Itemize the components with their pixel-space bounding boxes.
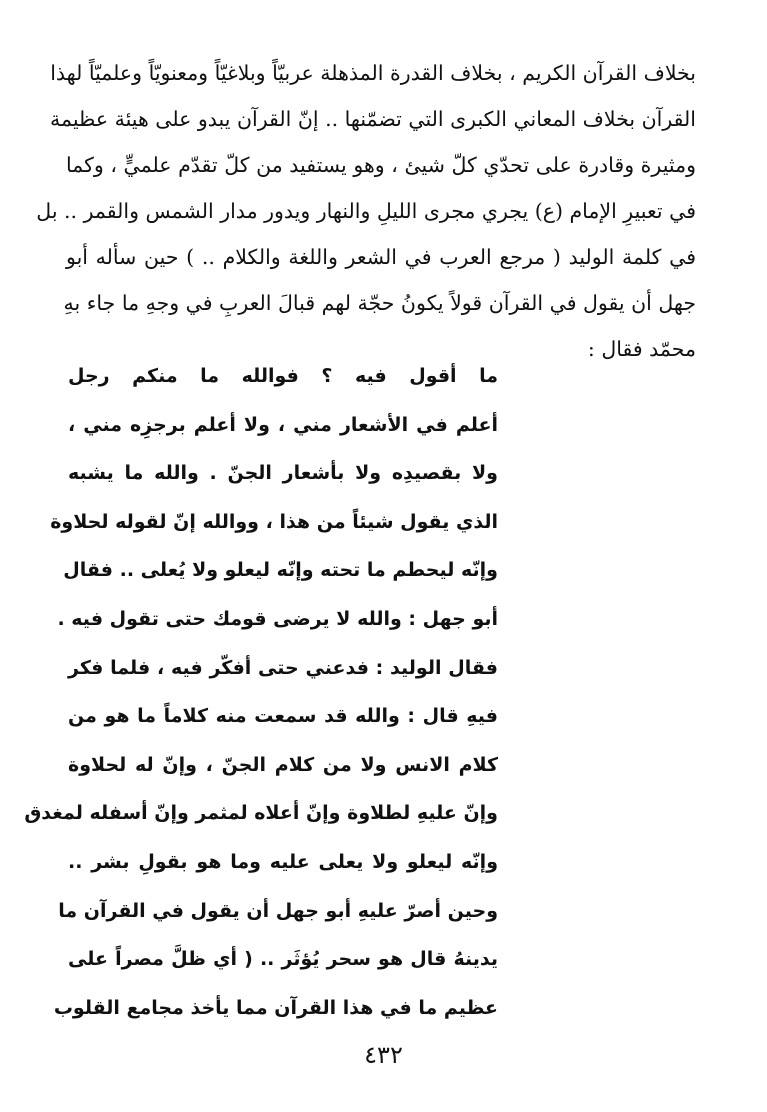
intro-line-4: في تعبيرِ الإمام (ع) يجري مجرى الليلِ والنهار ويدور مدار الشمس والقمر .. بل [36,199,696,223]
quote-line-6: أبو جهل : والله لا يرضى قومك حتى تقول فيه . [57,607,498,630]
quote-line-2: أعلم في الأشعار مني ، ولا أعلم برجزِه مني ، [68,413,498,436]
intro-line-2: القرآن بخلاف المعاني الكبرى التي تضمّنها .. إنّ القرآن يبدو على هيئة عظيمة [49,107,696,131]
quote-line-3: ولا بقصيدِه ولا بأشعار الجنّ . والله ما يشبه [68,462,498,485]
page-number: ٤٣٢ [364,1041,403,1069]
quote-line-13: يدينهُ قال هو سحر يُؤثَر .. ( أي ظلَّ مصراً على [68,948,498,971]
quoted-passage [24,352,498,1032]
quote-line-10: وإنّ عليهِ لطلاوة وإنّ أعلاه لمثمر وإنّ أسفله لمغدق [24,802,498,825]
quote-line-14: عظيم ما في هذا القرآن مما يأخذ مجامع القلوب [53,996,498,1019]
quote-line-11: وإنّه ليعلو ولا يعلى عليه وما هو بقولِ بشر .. [68,850,498,873]
quote-line-8: فيهِ قال : والله قد سمعت منه كلاماً ما هو من [68,705,498,728]
quote-line-12: وحين أصرّ عليهِ أبو جهل أن يقول في القرآن ما [58,899,498,922]
intro-paragraph [36,50,696,372]
intro-line-5: في كلمة الوليد ( مرجع العرب في الشعر واللغة والكلام .. ) حين سأله أبو [66,245,696,269]
intro-line-1: بخلاف القرآن الكريم ، بخلاف القدرة المذهلة عربيّاً وبلاغيّاً ومعنويّاً وعلميّاً لهذا [50,61,696,85]
quote-line-4: الذي يقول شيئاً من هذا ، ووالله إنّ لقوله لحلاوة [50,510,498,533]
quote-line-7: فقال الوليد : فدعني حتى أفكّر فيه ، فلما فكر [68,656,498,679]
intro-line-6: جهل أن يقول في القرآن قولاً يكونُ حجّة لهم قبالَ العربِ في وجهِ ما جاء بهِ [63,291,696,315]
quote-line-1: ما أقول فيه ؟ فوالله ما منكم رجل [68,365,498,387]
intro-line-3: ومثيرة وقادرة على تحدّي كلّ شيئ ، وهو يستفيد من كلّ تقدّم علميٍّ ، وكما [66,153,696,177]
quote-line-9: كلام الانس ولا من كلام الجنّ ، وإنّ له لحلاوة [68,753,498,776]
intro-line-7: محمّد فقال : [587,337,696,361]
quote-line-5: وإنّه ليحطم ما تحته وإنّه ليعلو ولا يُعلى .. فقال [63,559,498,582]
